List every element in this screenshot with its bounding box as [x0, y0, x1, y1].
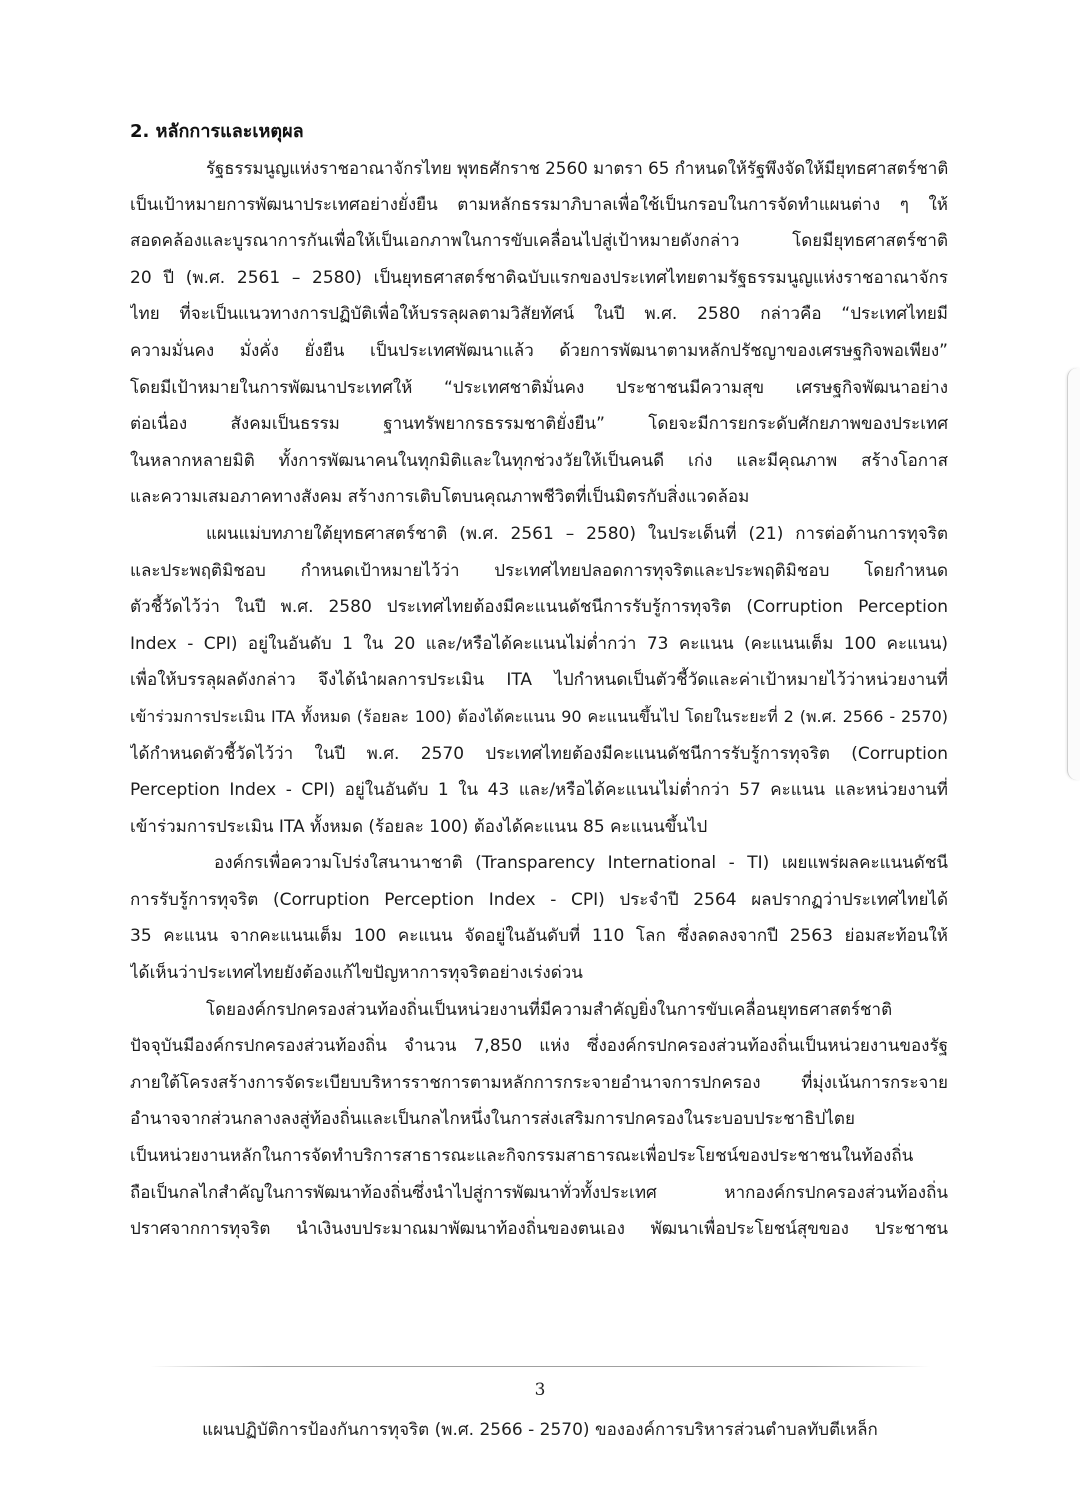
text-line: เข้าร่วมการประเมิน ITA ทั้งหมด (ร้อยละ 100) ต้องได้คะแนน 90 คะแนนขึ้นไป โดยในระยะที่ 2 (พ.ศ. 2566 - 2570)	[130, 706, 948, 726]
text-line: องค์กรเพื่อความโปร่งใสนานาชาติ (Transparency International - TI) เผยแพร่ผลคะแนนดัชนี	[214, 853, 948, 874]
text-line: ต่อเนื่อง สังคมเป็นธรรม ฐานทรัพยากรธรรมชาติยั่งยืน” โดยจะมีการยกระดับศักยภาพของประเทศ	[130, 414, 948, 435]
text-line: ปัจจุบันมีองค์กรปกครองส่วนท้องถิ่น จำนวน 7,850 แห่ง ซึ่งองค์กรปกครองส่วนท้องถิ่นเป็นหน่วยงานของรัฐ	[130, 1036, 948, 1057]
text-line: โดยมีเป้าหมายในการพัฒนาประเทศให้ “ประเทศชาติมั่นคง ประชาชนมีความสุข เศรษฐกิจพัฒนาอย่าง	[130, 377, 948, 398]
text-line: และประพฤติมิชอบ กำหนดเป้าหมายไว้ว่า ประเทศไทยปลอดการทุจริตและประพฤติมิชอบ โดยกำหนด	[130, 560, 948, 581]
text-line: และความเสมอภาคทางสังคม สร้างการเติบโตบนคุณภาพชีวิตที่เป็นมิตรกับสิ่งแวดล้อม	[130, 487, 750, 508]
text-line: ตัวชี้วัดไว้ว่า ในปี พ.ศ. 2580 ประเทศไทยต้องมีคะแนนดัชนีการรับรู้การทุจริต (Corruption Perception	[130, 597, 948, 618]
text-line: Perception Index - CPI) อยู่ในอันดับ 1 ใน 43 และ/หรือได้คะแนนไม่ต่ำกว่า 57 คะแนน และหน่วยงานที่	[130, 780, 948, 801]
section-heading: 2. หลักการและเหตุผล	[130, 121, 304, 142]
text-line: ปราศจากการทุจริต นำเงินงบประมาณมาพัฒนาท้องถิ่นของตนเอง พัฒนาเพื่อประโยชน์สุขของ ประชาชน	[130, 1219, 948, 1240]
text-line: 20 ปี (พ.ศ. 2561 – 2580) เป็นยุทธศาสตร์ชาติฉบับแรกของประเทศไทยตามรัฐธรรมนูญแห่งราชอาณาจักร	[130, 267, 948, 288]
scroll-handle[interactable]	[1067, 368, 1080, 780]
text-line: แผนแม่บทภายใต้ยุทธศาสตร์ชาติ (พ.ศ. 2561 – 2580) ในประเด็นที่ (21) การต่อต้านการทุจริต	[206, 523, 948, 544]
footer-title: แผนปฏิบัติการป้องกันการทุจริต (พ.ศ. 2566 - 2570) ขององค์การบริหารส่วนตำบลทับตีเหล็ก	[202, 1420, 878, 1440]
text-line: 35 คะแนน จากคะแนนเต็ม 100 คะแนน จัดอยู่ในอันดับที่ 110 โลก ซึ่งลดลงจากปี 2563 ย่อมสะท้อนให้	[130, 926, 948, 947]
text-line: สอดคล้องและบูรณาการกันเพื่อให้เป็นเอกภาพในการขับเคลื่อนไปสู่เป้าหมายดังกล่าว โดยมียุทธศาสตร์ชาติ	[130, 231, 948, 252]
text-line: เข้าร่วมการประเมิน ITA ทั้งหมด (ร้อยละ 100) ต้องได้คะแนน 85 คะแนนขึ้นไป	[130, 816, 708, 837]
text-line: ภายใต้โครงสร้างการจัดระเบียบบริหารราชการตามหลักการกระจายอำนาจการปกครอง ที่มุ่งเน้นการกระจาย	[130, 1072, 948, 1093]
text-line: อำนาจจากส่วนกลางลงสู่ท้องถิ่นและเป็นกลไกหนึ่งในการส่งเสริมการปกครองในระบอบประชาธิปไตย	[130, 1109, 855, 1130]
text-line: การรับรู้การทุจริต (Corruption Perception Index - CPI) ประจำปี 2564 ผลปรากฏว่าประเทศไทยได้	[130, 889, 948, 910]
text-line: Index - CPI) อยู่ในอันดับ 1 ใน 20 และ/หรือได้คะแนนไม่ต่ำกว่า 73 คะแนน (คะแนนเต็ม 100 คะแนน)	[130, 633, 948, 654]
text-line: ความมั่นคง มั่งคั่ง ยั่งยืน เป็นประเทศพัฒนาแล้ว ด้วยการพัฒนาตามหลักปรัชญาของเศรษฐกิจพอเพียง”	[130, 340, 948, 361]
paragraph-4	[130, 992, 948, 1248]
text-line: เป็นหน่วยงานหลักในการจัดทำบริการสาธารณะและกิจกรรมสาธารณะเพื่อประโยชน์ของประชาชนในท้องถิ่น	[130, 1146, 914, 1167]
text-line: ถือเป็นกลไกสำคัญในการพัฒนาท้องถิ่นซึ่งนำไปสู่การพัฒนาทั่วทั้งประเทศ หากองค์กรปกครองส่วนท้องถิ่น	[130, 1182, 948, 1203]
paragraph-3	[130, 845, 948, 991]
text-line: รัฐธรรมนูญแห่งราชอาณาจักรไทย พุทธศักราช 2560 มาตรา 65 กำหนดให้รัฐพึงจัดให้มียุทธศาสตร์ชาติ	[206, 158, 948, 178]
text-line: เพื่อให้บรรลุผลดังกล่าว จึงได้นำผลการประเมิน ITA ไปกำหนดเป็นตัวชี้วัดและค่าเป้าหมายไว้ว่าหน่วยงานที่	[130, 670, 948, 691]
text-line: ได้กำหนดตัวชี้วัดไว้ว่า ในปี พ.ศ. 2570 ประเทศไทยต้องมีคะแนนดัชนีการรับรู้การทุจริต (Corruption	[130, 743, 948, 764]
text-line: ในหลากหลายมิติ ทั้งการพัฒนาคนในทุกมิติและในทุกช่วงวัยให้เป็นคนดี เก่ง และมีคุณภาพ สร้างโอกาส	[130, 450, 948, 471]
page-number: 3	[534, 1380, 546, 1400]
text-line: ได้เห็นว่าประเทศไทยยังต้องแก้ไขปัญหาการทุจริตอย่างเร่งด่วน	[130, 963, 583, 984]
text-line: ไทย ที่จะเป็นแนวทางการปฏิบัติเพื่อให้บรรลุผลตามวิสัยทัศน์ ในปี พ.ศ. 2580 กล่าวคือ “ประเทศไทยมี	[130, 304, 948, 325]
paragraph-1	[130, 150, 948, 516]
text-line: เป็นเป้าหมายการพัฒนาประเทศอย่างยั่งยืน ตามหลักธรรมาภิบาลเพื่อใช้เป็นกรอบในการจัดทำแผนต่าง ๆ ให้	[130, 194, 948, 215]
footer-divider	[150, 1366, 930, 1367]
text-line: โดยองค์กรปกครองส่วนท้องถิ่นเป็นหน่วยงานที่มีความสำคัญยิ่งในการขับเคลื่อนยุทธศาสตร์ชาติ	[206, 999, 893, 1020]
document-body	[130, 120, 948, 1248]
paragraph-2	[130, 516, 948, 845]
